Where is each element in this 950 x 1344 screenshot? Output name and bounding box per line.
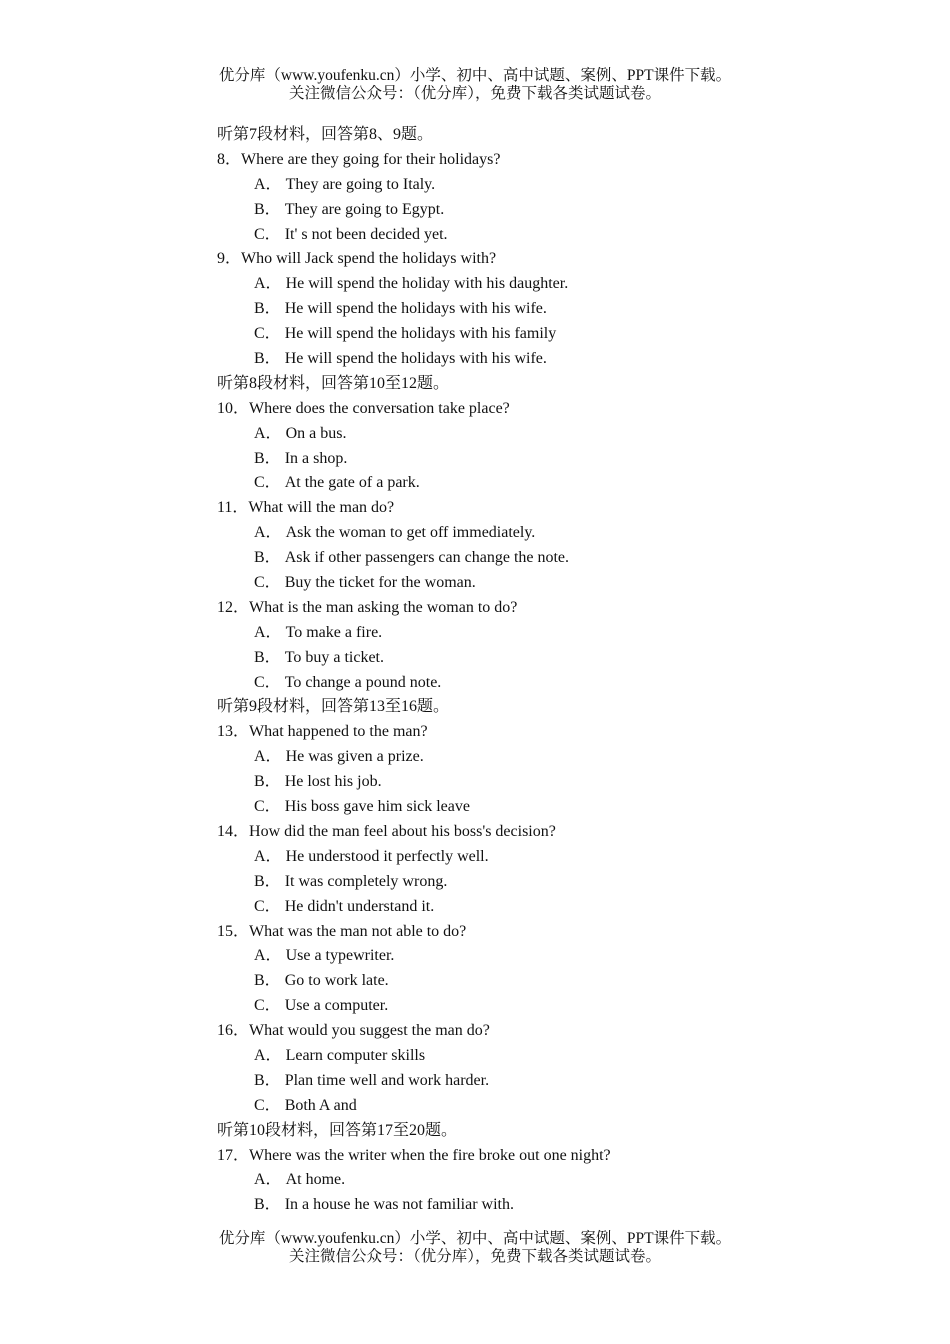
answer-option [217,546,777,571]
option-letter: C． [254,325,281,343]
option-text: To buy a ticket. [284,648,384,666]
option-text: Plan time well and work harder. [284,1071,490,1089]
answer-option [217,1044,777,1069]
option-letter: A． [254,175,282,193]
option-text: In a shop. [284,449,348,467]
answer-option [217,944,777,969]
option-letter: C． [254,574,281,592]
option-letter: B． [254,972,281,990]
option-letter: A． [254,947,282,965]
question-text: What happened to the man? [249,723,428,741]
question-item [217,1019,777,1044]
question-number: 9． [217,250,242,268]
section-heading: 听第10段材料，回答第17至20题。 [217,1121,458,1139]
answer-option [217,173,777,198]
option-text: At the gate of a park. [284,474,420,492]
exam-content [217,123,777,1218]
question-number: 13． [217,723,250,741]
option-text: They are going to Egypt. [284,200,445,218]
answer-option [217,1193,777,1218]
answer-option [217,845,777,870]
section-heading: 听第8段材料，回答第10至12题。 [217,374,450,392]
option-text: Both A and [284,1096,357,1114]
option-letter: A． [254,623,282,641]
option-letter: A． [254,524,282,542]
option-text: He will spend the holidays with his wife. [284,350,547,368]
option-letter: C． [254,997,281,1015]
option-text: It was completely wrong. [284,872,448,890]
question-item [217,247,777,272]
answer-option [217,1069,777,1094]
answer-option [217,870,777,895]
question-text: How did the man feel about his boss's decision? [249,822,556,840]
option-text: In a house he was not familiar with. [284,1196,514,1214]
answer-option [217,297,777,322]
footer-line-2: 关注微信公众号：（优分库），免费下载各类试题试卷。 [288,1248,661,1265]
option-text: Use a typewriter. [285,947,395,965]
answer-option [217,571,777,596]
answer-option [217,795,777,820]
question-number: 12． [217,598,250,616]
answer-option [217,223,777,248]
question-text: What will the man do? [248,499,395,517]
question-number: 16． [217,1022,250,1040]
option-letter: B． [254,449,281,467]
question-text: What would you suggest the man do? [249,1022,490,1040]
answer-option [217,471,777,496]
question-number: 14． [217,822,250,840]
answer-option [217,322,777,347]
option-text: He will spend the holiday with his daughter. [285,275,569,293]
option-letter: A． [254,1046,282,1064]
answer-option [217,1094,777,1119]
page-footer [0,1230,950,1266]
answer-option [217,969,777,994]
option-letter: C． [254,673,281,691]
option-text: At home. [285,1171,346,1189]
answer-option [217,994,777,1019]
option-letter: A． [254,847,282,865]
option-text: He will spend the holidays with his wife. [284,300,547,318]
option-letter: B． [254,872,281,890]
section-heading: 听第9段材料，回答第13至16题。 [217,698,450,716]
option-text: Buy the ticket for the woman. [284,574,476,592]
question-item [217,148,777,173]
question-text: What is the man asking the woman to do? [249,598,518,616]
option-text: His boss gave him sick leave [284,798,470,816]
question-text: Who will Jack spend the holidays with? [241,250,497,268]
option-letter: B． [254,350,281,368]
option-text: Ask if other passengers can change the note. [284,549,570,567]
answer-option [217,745,777,770]
option-letter: C． [254,474,281,492]
answer-option [217,521,777,546]
option-letter: A． [254,424,282,442]
option-letter: C． [254,1096,281,1114]
option-text: Ask the woman to get off immediately. [285,524,536,542]
question-number: 17． [217,1146,250,1164]
header-line-2: 关注微信公众号：（优分库），免费下载各类试题试卷。 [288,85,661,102]
option-letter: B． [254,1196,281,1214]
option-text: To make a fire. [285,623,383,641]
answer-option [217,895,777,920]
answer-option [217,1168,777,1193]
question-text: What was the man not able to do? [249,922,467,940]
question-item [217,920,777,945]
question-text: Where does the conversation take place? [249,399,510,417]
option-letter: C． [254,798,281,816]
header-line-1: 优分库（www.youfenku.cn）小学、初中、高中试题、案例、PPT课件下载。 [218,67,732,84]
section-heading: 听第7段材料，回答第8、9题。 [217,126,434,143]
option-text: It' s not been decided yet. [284,225,448,243]
option-letter: B． [254,773,281,791]
answer-option [217,621,777,646]
option-letter: B． [254,648,281,666]
option-letter: B． [254,1071,281,1089]
option-letter: B． [254,300,281,318]
option-text: To change a pound note. [284,673,442,691]
option-text: Learn computer skills [285,1046,426,1064]
option-letter: C． [254,225,281,243]
answer-option [217,347,777,372]
option-text: On a bus. [285,424,347,442]
footer-line-1: 优分库（www.youfenku.cn）小学、初中、高中试题、案例、PPT课件下载。 [218,1230,732,1247]
option-letter: A． [254,748,282,766]
option-letter: B． [254,200,281,218]
option-text: He will spend the holidays with his family [284,325,557,343]
question-number: 8． [217,150,242,168]
page-header [0,67,950,103]
question-item [217,397,777,422]
question-item [217,496,777,521]
question-item [217,820,777,845]
option-letter: A． [254,1171,282,1189]
question-text: Where was the writer when the fire broke out one night? [249,1146,611,1164]
answer-option [217,671,777,696]
option-text: He was given a prize. [285,748,424,766]
option-letter: C． [254,897,281,915]
question-number: 15． [217,922,250,940]
option-text: He understood it perfectly well. [285,847,489,865]
option-text: He lost his job. [284,773,382,791]
answer-option [217,198,777,223]
option-text: They are going to Italy. [285,175,436,193]
question-number: 11． [217,499,249,517]
question-text: Where are they going for their holidays? [241,150,501,168]
answer-option [217,447,777,472]
answer-option [217,272,777,297]
question-item [217,720,777,745]
option-text: Use a computer. [284,997,389,1015]
question-item [217,1144,777,1169]
option-text: He didn't understand it. [284,897,435,915]
question-number: 10． [217,399,250,417]
answer-option [217,646,777,671]
answer-option [217,770,777,795]
option-letter: B． [254,549,281,567]
option-letter: A． [254,275,282,293]
answer-option [217,422,777,447]
option-text: Go to work late. [284,972,389,990]
question-item [217,596,777,621]
